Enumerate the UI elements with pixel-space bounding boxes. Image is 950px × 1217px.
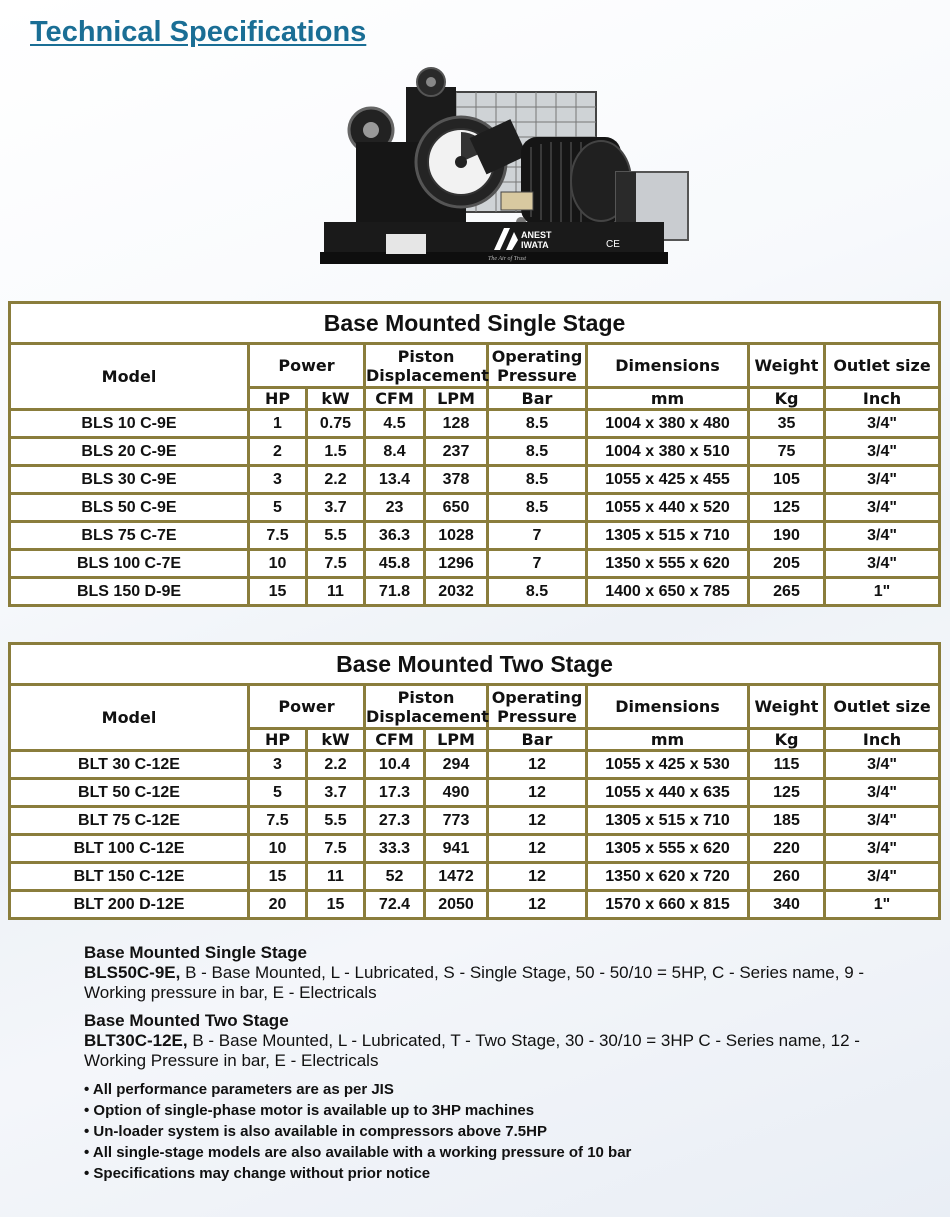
- weight-cell: 125: [749, 779, 825, 807]
- lpm-cell: 378: [425, 466, 488, 494]
- model-cell: BLT 100 C-12E: [10, 835, 249, 863]
- weight-cell: 185: [749, 807, 825, 835]
- outlet-size-cell: 1": [825, 578, 940, 606]
- lpm-cell: 773: [425, 807, 488, 835]
- outlet-size-cell: 3/4": [825, 438, 940, 466]
- dimensions-header: Dimensions: [587, 344, 749, 388]
- two-stage-note: [84, 1011, 914, 1071]
- model-cell: BLS 100 C-7E: [10, 550, 249, 578]
- two-stage-spec-table: [8, 642, 941, 920]
- lpm-cell: 1296: [425, 550, 488, 578]
- kw-cell: 11: [307, 578, 365, 606]
- outlet-size-cell: 3/4": [825, 779, 940, 807]
- hp-cell: 10: [249, 835, 307, 863]
- outlet-size-header: Outlet size: [825, 685, 940, 729]
- dimensions-cell: 1055 x 440 x 635: [587, 779, 749, 807]
- table-row: [10, 410, 940, 438]
- pressure-bar-cell: 12: [488, 779, 587, 807]
- weight-cell: 340: [749, 891, 825, 919]
- kg-unit: Kg: [749, 388, 825, 410]
- kw-cell: 5.5: [307, 807, 365, 835]
- cfm-cell: 4.5: [365, 410, 425, 438]
- cfm-cell: 36.3: [365, 522, 425, 550]
- weight-cell: 115: [749, 751, 825, 779]
- kw-cell: 3.7: [307, 779, 365, 807]
- model-header: Model: [10, 685, 249, 751]
- dimensions-cell: 1004 x 380 x 510: [587, 438, 749, 466]
- cfm-unit: CFM: [365, 388, 425, 410]
- kw-cell: 7.5: [307, 550, 365, 578]
- weight-cell: 190: [749, 522, 825, 550]
- outlet-size-cell: 3/4": [825, 466, 940, 494]
- model-cell: BLT 200 D-12E: [10, 891, 249, 919]
- weight-cell: 75: [749, 438, 825, 466]
- single-stage-title: Base Mounted Single Stage: [10, 303, 940, 344]
- hp-cell: 2: [249, 438, 307, 466]
- pressure-bar-cell: 7: [488, 550, 587, 578]
- dimensions-cell: 1400 x 650 x 785: [587, 578, 749, 606]
- kw-cell: 11: [307, 863, 365, 891]
- hp-cell: 5: [249, 779, 307, 807]
- pressure-bar-cell: 8.5: [488, 410, 587, 438]
- pressure-bar-cell: 7: [488, 522, 587, 550]
- page-title: Technical Specifications: [30, 16, 367, 48]
- table-row: [10, 779, 940, 807]
- model-cell: BLS 20 C-9E: [10, 438, 249, 466]
- mm-unit: mm: [587, 729, 749, 751]
- pressure-bar-cell: 12: [488, 807, 587, 835]
- note-bullet: • Option of single-phase motor is available up to 3HP machines: [84, 1100, 914, 1121]
- single-stage-model-code: BLS50C-9E,: [84, 963, 181, 982]
- lpm-cell: 294: [425, 751, 488, 779]
- outlet-size-cell: 3/4": [825, 410, 940, 438]
- note-bullet: • Un-loader system is also available in compressors above 7.5HP: [84, 1121, 914, 1142]
- dimensions-cell: 1350 x 620 x 720: [587, 863, 749, 891]
- cfm-unit: CFM: [365, 729, 425, 751]
- dimensions-cell: 1055 x 425 x 455: [587, 466, 749, 494]
- pressure-bar-cell: 8.5: [488, 466, 587, 494]
- cfm-cell: 71.8: [365, 578, 425, 606]
- weight-header: Weight: [749, 685, 825, 729]
- hp-cell: 15: [249, 578, 307, 606]
- table-row: [10, 835, 940, 863]
- lpm-unit: LPM: [425, 729, 488, 751]
- inch-unit: Inch: [825, 388, 940, 410]
- kw-cell: 15: [307, 891, 365, 919]
- model-cell: BLT 150 C-12E: [10, 863, 249, 891]
- kw-cell: 5.5: [307, 522, 365, 550]
- svg-text:The Air of Trust: The Air of Trust: [488, 256, 527, 262]
- kg-unit: Kg: [749, 729, 825, 751]
- model-cell: BLS 75 C-7E: [10, 522, 249, 550]
- model-cell: BLT 75 C-12E: [10, 807, 249, 835]
- cfm-cell: 33.3: [365, 835, 425, 863]
- pressure-bar-cell: 12: [488, 891, 587, 919]
- pressure-bar-cell: 8.5: [488, 578, 587, 606]
- lpm-unit: LPM: [425, 388, 488, 410]
- outlet-size-cell: 3/4": [825, 751, 940, 779]
- table-row: [10, 522, 940, 550]
- weight-cell: 35: [749, 410, 825, 438]
- model-cell: BLS 50 C-9E: [10, 494, 249, 522]
- weight-cell: 205: [749, 550, 825, 578]
- notes-section: [84, 943, 914, 1184]
- hp-cell: 3: [249, 751, 307, 779]
- notes-bullet-list: [84, 1079, 914, 1184]
- model-header: Model: [10, 344, 249, 410]
- model-cell: BLS 150 D-9E: [10, 578, 249, 606]
- table-row: [10, 438, 940, 466]
- power-header: Power: [249, 344, 365, 388]
- hp-cell: 10: [249, 550, 307, 578]
- kw-cell: 1.5: [307, 438, 365, 466]
- weight-cell: 125: [749, 494, 825, 522]
- lpm-cell: 941: [425, 835, 488, 863]
- kw-unit: kW: [307, 729, 365, 751]
- outlet-size-cell: 3/4": [825, 550, 940, 578]
- cfm-cell: 13.4: [365, 466, 425, 494]
- dimensions-cell: 1004 x 380 x 480: [587, 410, 749, 438]
- table-row: [10, 751, 940, 779]
- pressure-bar-cell: 8.5: [488, 494, 587, 522]
- weight-cell: 265: [749, 578, 825, 606]
- table-row: [10, 807, 940, 835]
- hp-unit: HP: [249, 388, 307, 410]
- kw-cell: 2.2: [307, 466, 365, 494]
- note-bullet: • All performance parameters are as per JIS: [84, 1079, 914, 1100]
- piston-displacement-header: Piston Displacement: [365, 685, 488, 729]
- hp-cell: 7.5: [249, 522, 307, 550]
- hp-cell: 5: [249, 494, 307, 522]
- two-stage-note-heading: Base Mounted Two Stage: [84, 1011, 289, 1030]
- pressure-bar-cell: 12: [488, 751, 587, 779]
- model-cell: BLT 50 C-12E: [10, 779, 249, 807]
- hp-cell: 15: [249, 863, 307, 891]
- dimensions-header: Dimensions: [587, 685, 749, 729]
- outlet-size-cell: 3/4": [825, 835, 940, 863]
- cfm-cell: 8.4: [365, 438, 425, 466]
- hp-unit: HP: [249, 729, 307, 751]
- outlet-size-cell: 3/4": [825, 863, 940, 891]
- hp-cell: 3: [249, 466, 307, 494]
- outlet-size-cell: 1": [825, 891, 940, 919]
- lpm-cell: 490: [425, 779, 488, 807]
- note-bullet: • All single-stage models are also available with a working pressure of 10 bar: [84, 1142, 914, 1163]
- pressure-bar-cell: 12: [488, 835, 587, 863]
- model-cell: BLS 10 C-9E: [10, 410, 249, 438]
- table-row: [10, 494, 940, 522]
- cfm-cell: 10.4: [365, 751, 425, 779]
- dimensions-cell: 1305 x 515 x 710: [587, 807, 749, 835]
- ce-mark: CE: [606, 239, 620, 250]
- single-stage-note-text: B - Base Mounted, L - Lubricated, S - Single Stage, 50 - 50/10 = 5HP, C - Series name, 9 - Working pressure in bar, E - Electricals: [84, 963, 865, 1002]
- dimensions-cell: 1305 x 515 x 710: [587, 522, 749, 550]
- bar-unit: Bar: [488, 729, 587, 751]
- model-cell: BLT 30 C-12E: [10, 751, 249, 779]
- table-row: [10, 863, 940, 891]
- bar-unit: Bar: [488, 388, 587, 410]
- cfm-cell: 72.4: [365, 891, 425, 919]
- mm-unit: mm: [587, 388, 749, 410]
- outlet-size-cell: 3/4": [825, 522, 940, 550]
- lpm-cell: 128: [425, 410, 488, 438]
- lpm-cell: 650: [425, 494, 488, 522]
- two-stage-model-code: BLT30C-12E,: [84, 1031, 188, 1050]
- inch-unit: Inch: [825, 729, 940, 751]
- power-header: Power: [249, 685, 365, 729]
- weight-cell: 260: [749, 863, 825, 891]
- table-row: [10, 578, 940, 606]
- single-stage-note-heading: Base Mounted Single Stage: [84, 943, 307, 962]
- dimensions-cell: 1305 x 555 x 620: [587, 835, 749, 863]
- single-stage-spec-table: [8, 301, 941, 607]
- compressor-product-image: [316, 62, 696, 274]
- kw-cell: 7.5: [307, 835, 365, 863]
- lpm-cell: 1028: [425, 522, 488, 550]
- lpm-cell: 2032: [425, 578, 488, 606]
- lpm-cell: 1472: [425, 863, 488, 891]
- model-cell: BLS 30 C-9E: [10, 466, 249, 494]
- hp-cell: 7.5: [249, 807, 307, 835]
- piston-displacement-header: Piston Displacement: [365, 344, 488, 388]
- cfm-cell: 52: [365, 863, 425, 891]
- cfm-cell: 17.3: [365, 779, 425, 807]
- kw-cell: 0.75: [307, 410, 365, 438]
- operating-pressure-header: Operating Pressure: [488, 685, 587, 729]
- table-row: [10, 550, 940, 578]
- cfm-cell: 23: [365, 494, 425, 522]
- table-row: [10, 891, 940, 919]
- pressure-bar-cell: 8.5: [488, 438, 587, 466]
- weight-header: Weight: [749, 344, 825, 388]
- outlet-size-header: Outlet size: [825, 344, 940, 388]
- outlet-size-cell: 3/4": [825, 807, 940, 835]
- weight-cell: 105: [749, 466, 825, 494]
- operating-pressure-header: Operating Pressure: [488, 344, 587, 388]
- weight-cell: 220: [749, 835, 825, 863]
- dimensions-cell: 1570 x 660 x 815: [587, 891, 749, 919]
- single-stage-note: [84, 943, 914, 1003]
- dimensions-cell: 1055 x 440 x 520: [587, 494, 749, 522]
- hp-cell: 1: [249, 410, 307, 438]
- two-stage-note-text: B - Base Mounted, L - Lubricated, T - Two Stage, 30 - 30/10 = 3HP C - Series name, 12 - Working Pressure in bar, E - Electricals: [84, 1031, 860, 1070]
- kw-cell: 3.7: [307, 494, 365, 522]
- lpm-cell: 2050: [425, 891, 488, 919]
- svg-text:IWATA: IWATA: [521, 240, 549, 250]
- outlet-size-cell: 3/4": [825, 494, 940, 522]
- two-stage-title: Base Mounted Two Stage: [10, 644, 940, 685]
- pressure-bar-cell: 12: [488, 863, 587, 891]
- hp-cell: 20: [249, 891, 307, 919]
- kw-unit: kW: [307, 388, 365, 410]
- dimensions-cell: 1350 x 555 x 620: [587, 550, 749, 578]
- kw-cell: 2.2: [307, 751, 365, 779]
- dimensions-cell: 1055 x 425 x 530: [587, 751, 749, 779]
- brand-logo-text: ANEST: [521, 230, 552, 240]
- cfm-cell: 27.3: [365, 807, 425, 835]
- lpm-cell: 237: [425, 438, 488, 466]
- table-row: [10, 466, 940, 494]
- cfm-cell: 45.8: [365, 550, 425, 578]
- note-bullet: • Specifications may change without prior notice: [84, 1163, 914, 1184]
